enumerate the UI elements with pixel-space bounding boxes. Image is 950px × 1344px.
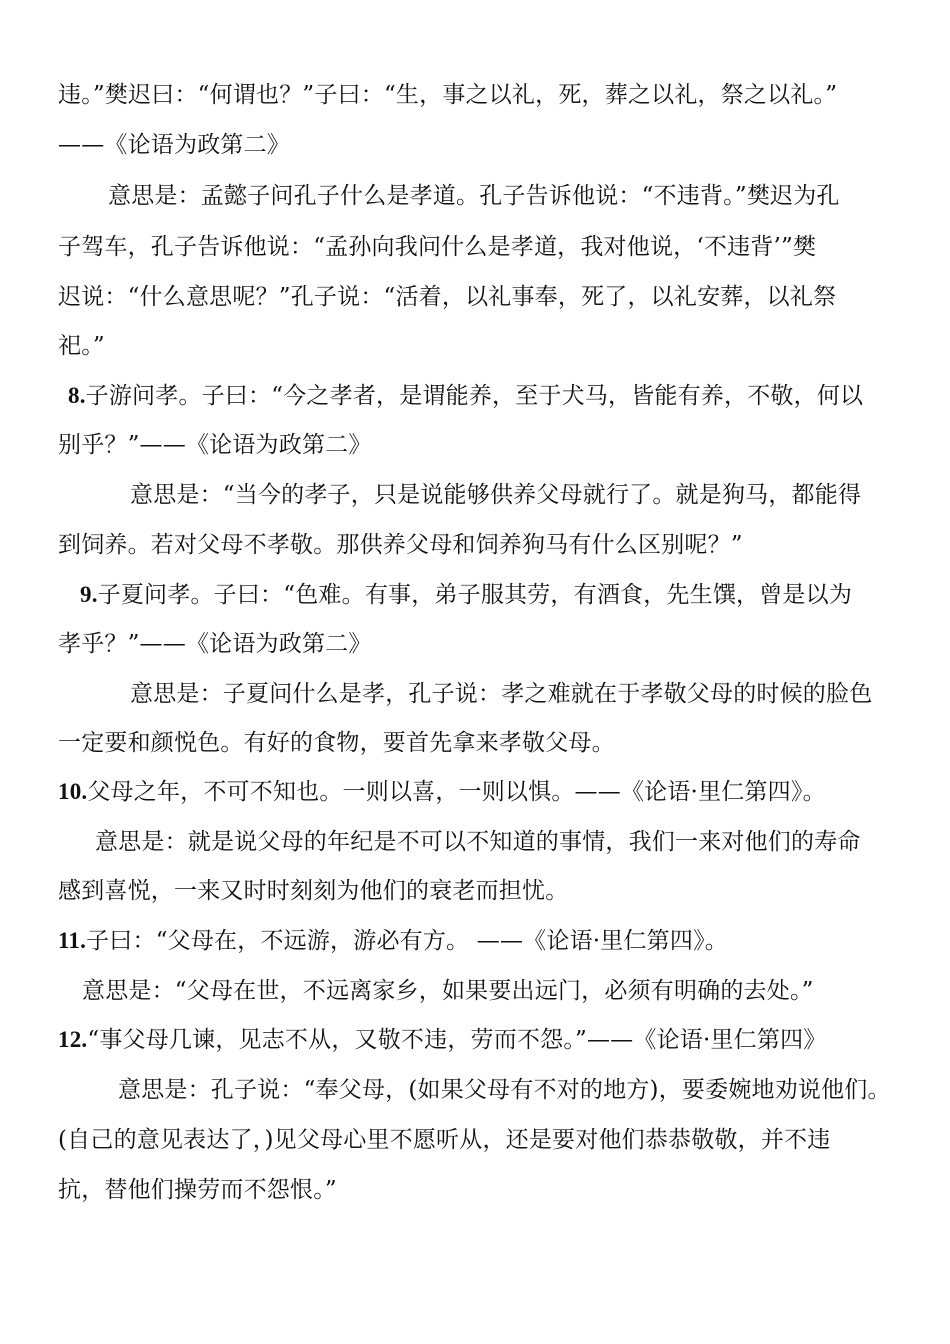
text-line [95, 827, 898, 857]
text-line [58, 876, 898, 906]
line-text: 子游问孝。子曰：“今之孝者，是谓能养，至于犬马，皆能有养，不敬，何以 [85, 383, 864, 409]
source-citation: ——《论语为政第二》 [58, 132, 290, 158]
text-line [58, 926, 898, 956]
line-text: 父母之年，不可不知也。一则以喜，一则以惧。——《论语·里仁第四》。 [87, 779, 826, 805]
line-text: 迟说：“什么意思呢？”孔子说：“活着，以礼事奉，死了，以礼安葬，以礼祭 [58, 284, 837, 310]
line-text: 意思是：“父母在世，不远离家乡，如果要出远门，必须有明确的去处。” [82, 978, 814, 1004]
text-line [130, 679, 898, 709]
text-line [58, 1175, 898, 1205]
line-text: 意思是：孟懿子问孔子什么是孝道。孔子告诉他说：“不违背。”樊迟为孔 [108, 183, 840, 209]
line-text: 祀。” [58, 333, 105, 359]
text-line [58, 232, 898, 262]
text-line [58, 130, 898, 160]
line-text: 别乎？”——《论语为政第二》 [58, 432, 372, 458]
line-text: “事父母几谏，见志不从，又敬不违，劳而不怨。”——《论语·里仁第四》 [87, 1027, 827, 1053]
line-text: 到饲养。若对父母不孝敬。那供养父母和饲养狗马有什么区别呢？” [58, 532, 743, 558]
text-line [58, 728, 898, 758]
text-line [68, 381, 898, 411]
line-text: 一定要和颜悦色。有好的食物，要首先拿来孝敬父母。 [58, 730, 615, 756]
text-line [130, 480, 898, 510]
line-text: 意思是：“当今的孝子，只是说能够供养父母就行了。就是狗马，都能得 [130, 482, 862, 508]
text-line [58, 777, 898, 807]
item-number: 10. [58, 779, 88, 804]
line-text: 孝乎？”——《论语为政第二》 [58, 631, 372, 657]
item-number: 8. [68, 383, 86, 408]
text-line [58, 430, 898, 460]
text-line [80, 580, 898, 610]
item-number: 12. [58, 1027, 88, 1052]
text-line [58, 530, 898, 560]
line-text: 意思是：就是说父母的年纪是不可以不知道的事情，我们一来对他们的寿命 [95, 829, 861, 855]
text-line [58, 282, 898, 312]
text-line [58, 331, 898, 361]
text-line [58, 80, 898, 110]
line-text: 违。”樊迟曰：“何谓也？”子曰：“生，事之以礼，死，葬之以礼，祭之以礼。” [58, 82, 838, 108]
text-line [58, 1025, 898, 1055]
text-line [58, 1125, 898, 1155]
item-number: 11. [58, 928, 87, 953]
line-text: 抗，替他们操劳而不怨恨。” [58, 1177, 337, 1203]
item-number: 9. [80, 582, 98, 607]
text-line [108, 181, 898, 211]
line-text: 子曰：“父母在，不远游，游必有方。 ——《论语·里仁第四》。 [86, 928, 728, 954]
line-text: 意思是：子夏问什么是孝，孔子说：孝之难就在于孝敬父母的时候的脸色 [130, 681, 873, 707]
line-text: 意思是：孔子说：“奉父母，(如果父母有不对的地方)，要委婉地劝说他们。 [118, 1077, 891, 1103]
text-line [118, 1075, 898, 1105]
line-text: (自己的意见表达了，)见父母心里不愿听从，还是要对他们恭恭敬敬，并不违 [58, 1127, 831, 1153]
text-line [58, 629, 898, 659]
line-text: 子夏问孝。子曰：“色难。有事，弟子服其劳，有酒食，先生馔，曾是以为 [97, 582, 853, 608]
line-text: 感到喜悦，一来又时时刻刻为他们的衰老而担忧。 [58, 878, 569, 904]
line-text: 子驾车，孔子告诉他说：“孟孙向我问什么是孝道，我对他说，‘不违背’”樊 [58, 234, 817, 260]
text-line [82, 976, 898, 1006]
